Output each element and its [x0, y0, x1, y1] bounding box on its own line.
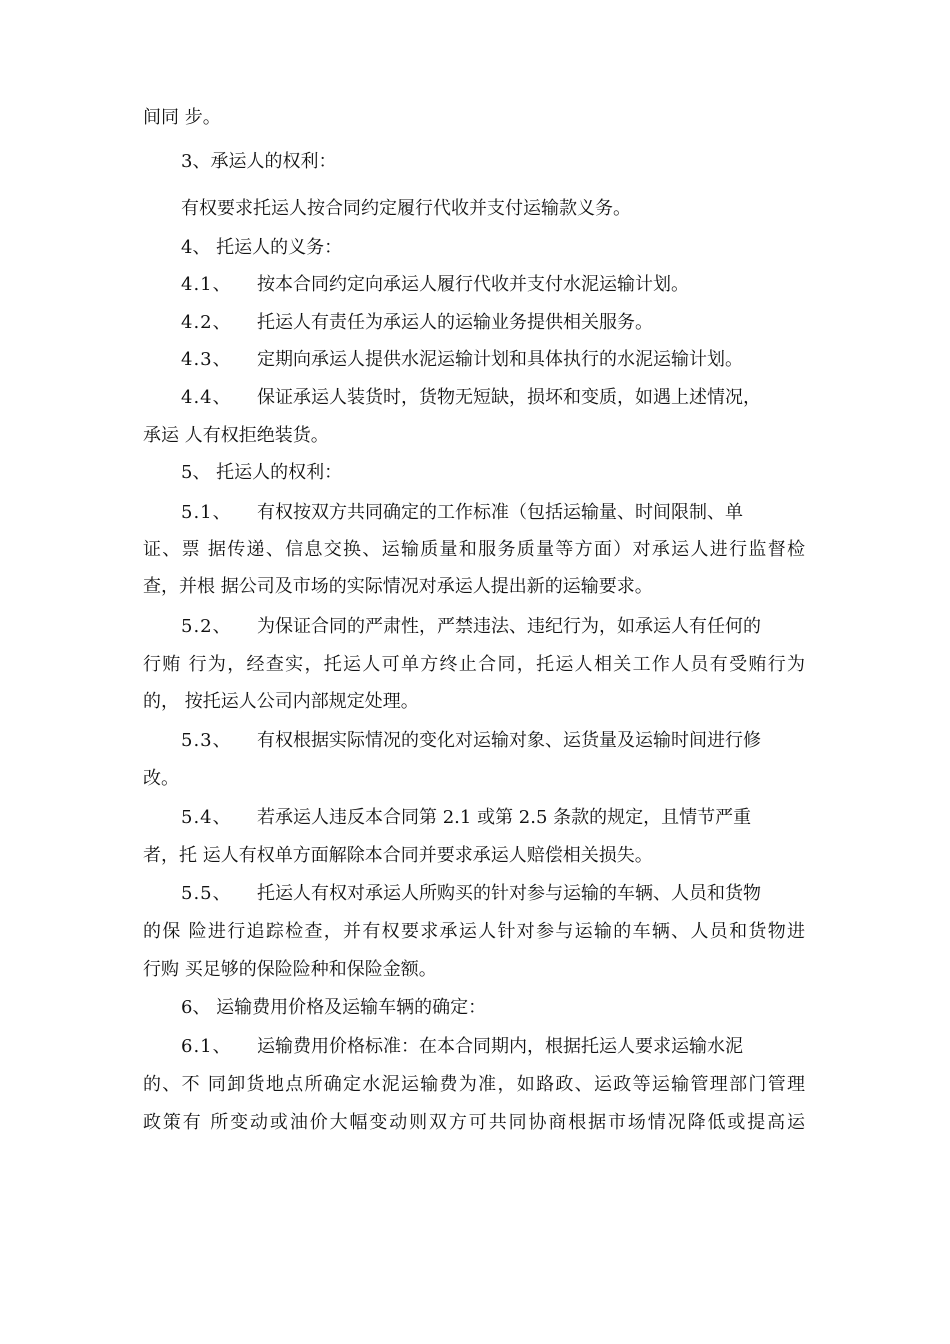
text-line: 的、不 同卸货地点所确定水泥运输费为准，如路政、运政等运输管理部门管理 — [143, 1074, 805, 1095]
clause-text: 运输费用价格标准：在本合同期内，根据托运人要求运输水泥 — [257, 1036, 743, 1057]
clause-number: 4.2、 — [181, 312, 232, 333]
clause — [181, 729, 761, 753]
clause-number: 4.4、 — [181, 387, 232, 408]
clause-number: 4.1、 — [181, 274, 232, 295]
text-line: 有权要求托运人按合同约定履行代收并支付运输款义务。 — [181, 198, 631, 219]
text-line: 者，托 运人有权单方面解除本合同并要求承运人赔偿相关损失。 — [143, 845, 653, 866]
clause-text: 托运人有权对承运人所购买的针对参与运输的车辆、人员和货物 — [257, 883, 761, 904]
text-line: 证、票 据传递、信息交换、运输质量和服务质量等方面）对承运人进行监督检 — [143, 539, 805, 560]
text-line: 改。 — [143, 768, 179, 789]
text-line: 承运 人有权拒绝装货。 — [143, 425, 329, 446]
clause-number: 6.1、 — [181, 1036, 232, 1057]
section-heading: 4、 托运人的义务： — [181, 237, 343, 258]
clause-text: 为保证合同的严肃性，严禁违法、违纪行为，如承运人有任何的 — [257, 616, 761, 637]
clause-text: 定期向承运人提供水泥运输计划和具体执行的水泥运输计划。 — [257, 349, 743, 370]
section-heading: 5、 托运人的权利： — [181, 462, 343, 483]
clause — [181, 273, 689, 297]
clause — [181, 386, 761, 410]
clause-text: 有权根据实际情况的变化对运输对象、运货量及运输时间进行修 — [257, 730, 761, 751]
text-line: 行购 买足够的保险险种和保险金额。 — [143, 959, 437, 980]
clause-text: 托运人有责任为承运人的运输业务提供相关服务。 — [257, 312, 653, 333]
text-line: 的保 险进行追踪检查，并有权要求承运人针对参与运输的车辆、人员和货物进 — [143, 921, 805, 942]
clause-number: 5.1、 — [181, 502, 232, 523]
clause-number: 5.3、 — [181, 730, 232, 751]
clause-text: 保证承运人装货时，货物无短缺，损坏和变质，如遇上述情况， — [257, 387, 761, 408]
clause-number: 4.3、 — [181, 349, 232, 370]
text-line: 查，并根 据公司及市场的实际情况对承运人提出新的运输要求。 — [143, 576, 653, 597]
section-heading: 3、承运人的权利： — [181, 151, 337, 172]
clause — [181, 882, 761, 906]
clause — [181, 806, 751, 830]
section-heading: 6、 运输费用价格及运输车辆的确定： — [181, 997, 487, 1018]
clause — [181, 501, 743, 525]
text-line: 行贿 行为，经查实，托运人可单方终止合同，托运人相关工作人员有受贿行为 — [143, 654, 805, 675]
text-line: 政策有 所变动或油价大幅变动则双方可共同协商根据市场情况降低或提高运 — [143, 1112, 805, 1133]
clause-number: 5.2、 — [181, 616, 232, 637]
clause — [181, 615, 761, 639]
text-line: 的， 按托运人公司内部规定处理。 — [143, 691, 419, 712]
clause-number: 5.4、 — [181, 807, 232, 828]
clause-number: 5.5、 — [181, 883, 232, 904]
text-line: 间同 步。 — [143, 107, 221, 128]
clause-text: 有权按双方共同确定的工作标准（包括运输量、时间限制、单 — [257, 502, 743, 523]
clause — [181, 1035, 743, 1059]
clause — [181, 311, 653, 335]
clause-text: 按本合同约定向承运人履行代收并支付水泥运输计划。 — [257, 274, 689, 295]
clause — [181, 348, 743, 372]
clause-text: 若承运人违反本合同第 2.1 或第 2.5 条款的规定，且情节严重 — [257, 807, 752, 828]
